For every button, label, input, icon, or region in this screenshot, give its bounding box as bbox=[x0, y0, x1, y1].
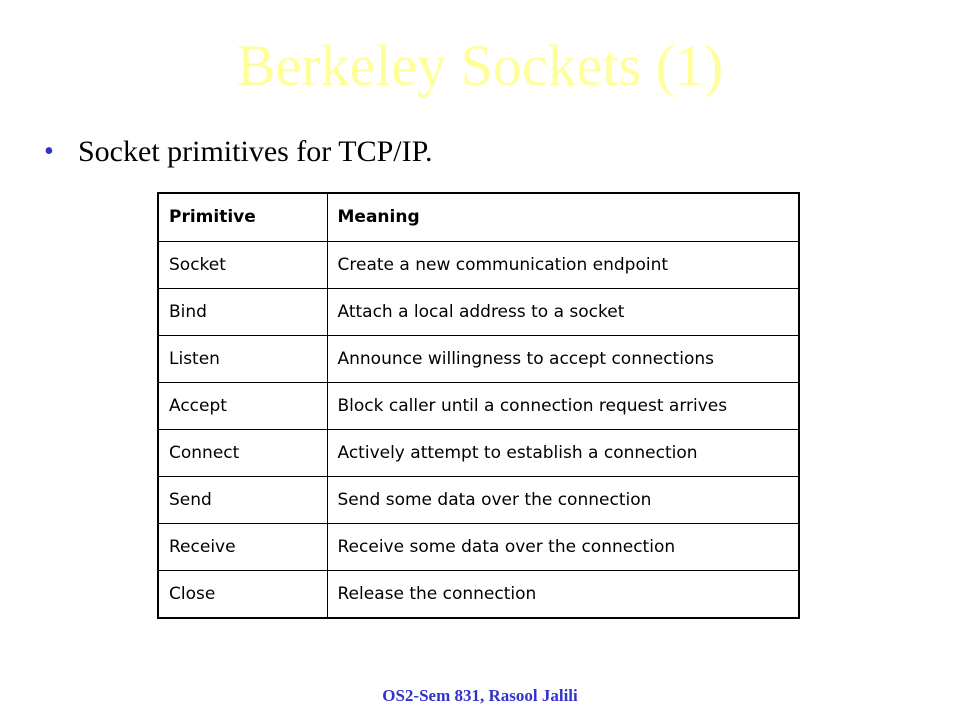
cell-meaning: Block caller until a connection request arrives bbox=[327, 382, 798, 429]
primitives-table bbox=[159, 194, 798, 617]
table-row bbox=[159, 335, 798, 382]
cell-meaning: Receive some data over the connection bbox=[327, 523, 798, 570]
header-primitive: Primitive bbox=[159, 194, 327, 241]
cell-primitive: Close bbox=[159, 570, 327, 617]
cell-primitive: Send bbox=[159, 476, 327, 523]
cell-primitive: Receive bbox=[159, 523, 327, 570]
table-row bbox=[159, 570, 798, 617]
table-row bbox=[159, 429, 798, 476]
cell-primitive: Connect bbox=[159, 429, 327, 476]
cell-meaning: Attach a local address to a socket bbox=[327, 288, 798, 335]
cell-meaning: Create a new communication endpoint bbox=[327, 241, 798, 288]
bullet-text: Socket primitives for TCP/IP. bbox=[78, 135, 433, 168]
header-meaning: Meaning bbox=[327, 194, 798, 241]
primitives-table-container bbox=[157, 192, 800, 619]
cell-primitive: Socket bbox=[159, 241, 327, 288]
bullet-dot-icon: • bbox=[44, 136, 54, 167]
bullet-item bbox=[44, 130, 432, 174]
table-row bbox=[159, 288, 798, 335]
slide-title: Berkeley Sockets (1) bbox=[236, 33, 724, 98]
slide-footer: OS2-Sem 831, Rasool Jalili bbox=[382, 686, 578, 705]
cell-primitive: Accept bbox=[159, 382, 327, 429]
cell-meaning: Release the connection bbox=[337, 583, 537, 604]
cell-primitive: Listen bbox=[159, 335, 327, 382]
cell-primitive: Bind bbox=[159, 288, 327, 335]
cell-meaning: Send some data over the connection bbox=[327, 476, 798, 523]
table-row bbox=[159, 241, 798, 288]
table-row bbox=[159, 523, 798, 570]
table-row bbox=[159, 382, 798, 429]
table-row bbox=[159, 476, 798, 523]
cell-meaning: Announce willingness to accept connections bbox=[327, 335, 798, 382]
table-header-row bbox=[159, 194, 798, 241]
cell-meaning: Actively attempt to establish a connection bbox=[327, 429, 798, 476]
